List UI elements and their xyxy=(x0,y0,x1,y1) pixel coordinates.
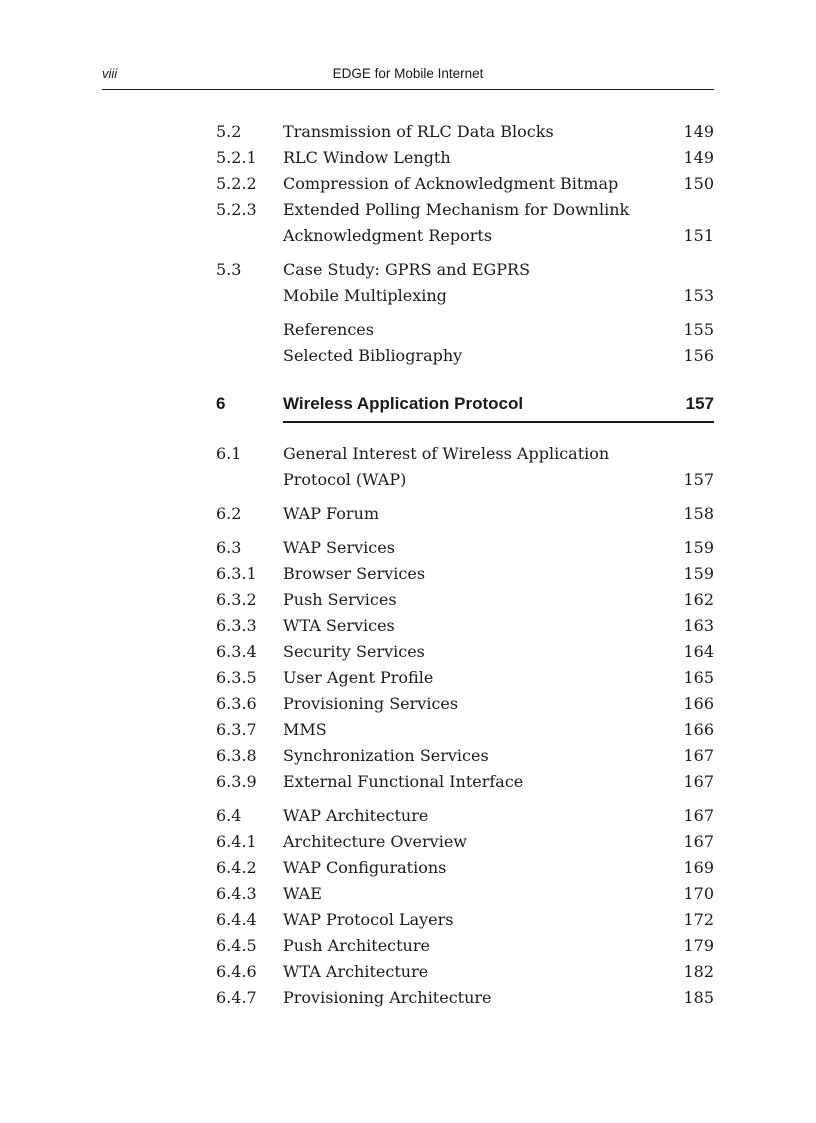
toc-entry[interactable] xyxy=(216,587,714,613)
toc-entry-page: 149 xyxy=(683,148,714,167)
toc-entry[interactable] xyxy=(216,639,714,665)
toc-entry[interactable] xyxy=(216,933,714,959)
toc-entry[interactable] xyxy=(216,743,714,769)
toc-entry-number: 5.2 xyxy=(216,122,242,141)
toc-entry-number: 6.3.1 xyxy=(216,564,257,583)
toc-entry-page: 163 xyxy=(683,616,714,635)
toc-entry-page: 182 xyxy=(683,962,714,981)
toc-entry-title: Push Architecture xyxy=(283,936,430,955)
toc-entry-number: 5.3 xyxy=(216,260,242,279)
toc-entry-number: 6.3.2 xyxy=(216,590,257,609)
toc-entry-title: Security Services xyxy=(283,642,425,661)
toc-entry-number: 6.3.6 xyxy=(216,694,257,713)
toc-entry-number: 6.4.4 xyxy=(216,910,257,929)
toc-entry-number: 6.4.6 xyxy=(216,962,257,981)
toc-entry-page: 151 xyxy=(683,226,714,245)
toc-entry-title: Synchronization Services xyxy=(283,746,489,765)
toc-entry-number: 6.4.7 xyxy=(216,988,257,1007)
toc-entry[interactable] xyxy=(216,717,714,743)
toc-entry-page: 162 xyxy=(683,590,714,609)
toc-entry[interactable] xyxy=(216,197,714,249)
table-of-contents xyxy=(216,119,714,1011)
toc-entry-title: Provisioning Services xyxy=(283,694,459,713)
toc-entry-number: 6.3.9 xyxy=(216,772,257,791)
toc-entry-number: 6.3.3 xyxy=(216,616,257,635)
toc-entry-number: 6.2 xyxy=(216,504,242,523)
toc-entry-number: 6.4.2 xyxy=(216,858,257,877)
toc-entry-title: Transmission of RLC Data Blocks xyxy=(283,122,554,141)
toc-entry[interactable] xyxy=(216,691,714,717)
toc-entry[interactable] xyxy=(216,613,714,639)
toc-entry[interactable] xyxy=(216,907,714,933)
toc-entry-title: RLC Window Length xyxy=(283,148,451,167)
toc-entry-title: Browser Services xyxy=(283,564,426,583)
header-page-number: viii xyxy=(102,66,118,81)
running-header xyxy=(102,66,714,88)
toc-entry-page: 185 xyxy=(683,988,714,1007)
toc-entry-page: 149 xyxy=(683,122,714,141)
toc-entry-number: 6.3 xyxy=(216,538,242,557)
toc-entry-page: 169 xyxy=(683,858,714,877)
toc-entry-title: Case Study: GPRS and EGPRS Mobile Multiplexing xyxy=(283,260,531,305)
toc-entry[interactable] xyxy=(216,829,714,855)
toc-entry-page: 166 xyxy=(683,694,714,713)
toc-entry-title: Architecture Overview xyxy=(283,832,467,851)
toc-entry-page: 179 xyxy=(683,936,714,955)
chapter-page: 157 xyxy=(685,394,714,413)
toc-entry-number: 6.1 xyxy=(216,444,242,463)
chapter-number: 6 xyxy=(216,394,226,413)
toc-entry-page: 159 xyxy=(683,538,714,557)
toc-entry-title: WAP Forum xyxy=(283,504,380,523)
toc-entry-title: WAE xyxy=(283,884,322,903)
toc-entry-title: Push Services xyxy=(283,590,397,609)
toc-entry-title: WAP Protocol Layers xyxy=(283,910,454,929)
toc-entry-page: 159 xyxy=(683,564,714,583)
toc-entry-page: 167 xyxy=(683,746,714,765)
toc-entry-page: 157 xyxy=(683,470,714,489)
toc-entry[interactable] xyxy=(216,769,714,795)
toc-entry-title: Extended Polling Mechanism for Downlink Acknowledgment Reports xyxy=(283,200,630,245)
toc-entry-page: 166 xyxy=(683,720,714,739)
toc-entry-title: Provisioning Architecture xyxy=(283,988,492,1007)
header-rule xyxy=(102,89,714,90)
toc-entry-page: 167 xyxy=(683,772,714,791)
toc-entry-number: 5.2.2 xyxy=(216,174,257,193)
toc-entry[interactable] xyxy=(216,145,714,171)
toc-entry[interactable] xyxy=(216,501,714,527)
toc-entry-page: 172 xyxy=(683,910,714,929)
toc-entry-title: General Interest of Wireless Application Protocol (WAP) xyxy=(283,444,610,489)
toc-entry-number: 6.3.5 xyxy=(216,668,257,687)
toc-entry-number: 6.4 xyxy=(216,806,242,825)
toc-entry-title: Selected Bibliography xyxy=(283,346,463,365)
toc-entry[interactable] xyxy=(216,561,714,587)
toc-entry-title: MMS xyxy=(283,720,327,739)
toc-entry-number: 6.3.4 xyxy=(216,642,257,661)
toc-entry-title: References xyxy=(283,320,374,339)
toc-entry[interactable] xyxy=(216,665,714,691)
toc-entry-number: 6.4.1 xyxy=(216,832,257,851)
toc-entry[interactable] xyxy=(216,803,714,829)
toc-entry[interactable] xyxy=(216,959,714,985)
toc-chapter-heading[interactable] xyxy=(216,391,714,423)
toc-entry[interactable] xyxy=(216,985,714,1011)
toc-entry[interactable] xyxy=(216,855,714,881)
toc-entry[interactable] xyxy=(216,881,714,907)
toc-entry-title: WAP Configurations xyxy=(283,858,447,877)
toc-entry-page: 155 xyxy=(683,320,714,339)
toc-entry[interactable] xyxy=(216,257,714,309)
toc-entry-page: 158 xyxy=(683,504,714,523)
toc-entry-page: 156 xyxy=(683,346,714,365)
chapter-title: Wireless Application Protocol xyxy=(283,394,524,413)
toc-entry-title: WAP Architecture xyxy=(283,806,429,825)
toc-entry-page: 170 xyxy=(683,884,714,903)
toc-entry-number: 5.2.3 xyxy=(216,200,257,219)
toc-entry-title: External Functional Interface xyxy=(283,772,524,791)
toc-entry-title: WTA Architecture xyxy=(283,962,429,981)
toc-entry-number: 6.3.7 xyxy=(216,720,257,739)
toc-entry[interactable] xyxy=(216,441,714,493)
toc-entry-page: 165 xyxy=(683,668,714,687)
toc-entry-bibliography[interactable] xyxy=(216,343,714,369)
toc-entry[interactable] xyxy=(216,535,714,561)
toc-entry[interactable] xyxy=(216,119,714,145)
toc-entry-number: 6.3.8 xyxy=(216,746,257,765)
toc-entry-page: 167 xyxy=(683,832,714,851)
header-book-title: EDGE for Mobile Internet xyxy=(332,66,484,81)
toc-entry-number: 6.4.3 xyxy=(216,884,257,903)
toc-entry-number: 5.2.1 xyxy=(216,148,257,167)
toc-entry-number: 6.4.5 xyxy=(216,936,257,955)
toc-entry-page: 164 xyxy=(683,642,714,661)
toc-entry-title: User Agent Profile xyxy=(283,668,434,687)
toc-entry-title: WTA Services xyxy=(283,616,395,635)
toc-entry-references[interactable] xyxy=(216,317,714,343)
toc-entry-title: Compression of Acknowledgment Bitmap xyxy=(283,174,619,193)
chapter-rule xyxy=(283,421,714,423)
toc-entry-page: 153 xyxy=(683,286,714,305)
toc-entry-page: 150 xyxy=(683,174,714,193)
toc-entry-title: WAP Services xyxy=(283,538,395,557)
toc-entry[interactable] xyxy=(216,171,714,197)
toc-entry-page: 167 xyxy=(683,806,714,825)
